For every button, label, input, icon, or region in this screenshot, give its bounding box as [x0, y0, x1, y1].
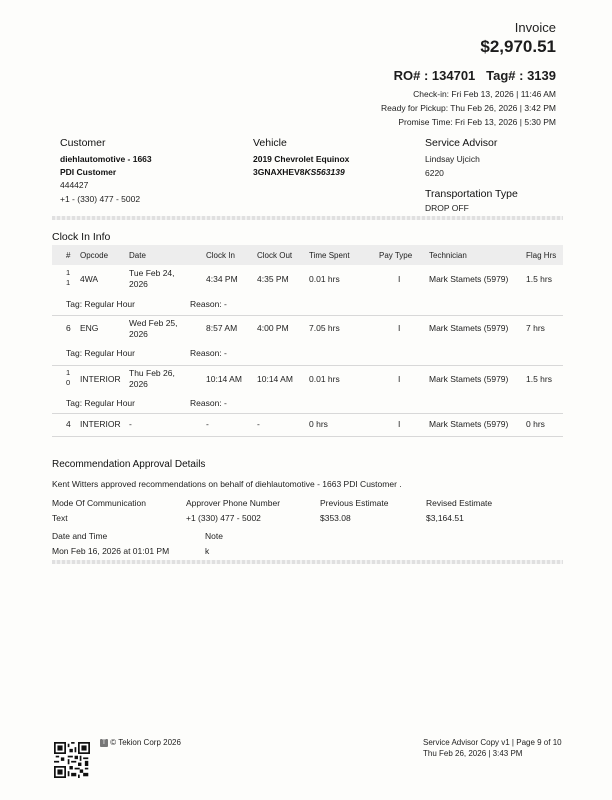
row-clock-out: - [257, 419, 260, 429]
header-pay-type: Pay Type [379, 251, 413, 260]
customer-phone: +1 - (330) 477 - 5002 [60, 193, 141, 204]
divider [52, 560, 563, 564]
header-flag-hrs: Flag Hrs [526, 251, 557, 260]
invoice-amount: $2,970.51 [480, 37, 556, 56]
header-num: # [66, 251, 71, 260]
row-technician: Mark Stamets (5979) [429, 323, 509, 333]
ro-tag-line [381, 68, 556, 83]
note-value: k [205, 545, 210, 556]
row-time-spent: 0 hrs [309, 419, 328, 429]
row-clock-out: 4:35 PM [257, 274, 289, 284]
row-date: Tue Feb 24, 2026 [129, 268, 175, 289]
header-clock-out: Clock Out [257, 251, 293, 260]
customer-name-line1: diehlautomotive - 1663 [60, 154, 152, 164]
row-divider [52, 365, 563, 366]
revised-estimate [426, 497, 492, 524]
row-clock-out: 4:00 PM [257, 323, 289, 333]
vehicle-vin [253, 166, 349, 179]
header-opcode: Opcode [80, 251, 109, 260]
previous-estimate [320, 497, 389, 524]
customer-block [60, 137, 152, 205]
row-reason: Reason: - [190, 299, 227, 309]
row-clock-in: 8:57 AM [206, 323, 238, 333]
row-time-spent: 7.05 hrs [309, 323, 340, 333]
header-clock-in: Clock In [206, 251, 235, 260]
phone-value: +1 (330) 477 - 5002 [186, 512, 261, 523]
customer-label: Customer [60, 137, 106, 149]
approver-phone [186, 497, 280, 524]
row-technician: Mark Stamets (5979) [429, 274, 509, 284]
prev-label: Previous Estimate [320, 498, 389, 508]
invoice-header [381, 20, 556, 129]
row-technician: Mark Stamets (5979) [429, 419, 509, 429]
rev-label: Revised Estimate [426, 498, 493, 508]
row-reason: Reason: - [190, 348, 227, 358]
printed-time: Thu Feb 26, 2026 | 3:43 PM [423, 749, 523, 758]
mode-of-communication [52, 497, 146, 524]
rev-value: $3,164.51 [426, 512, 464, 523]
row-clock-out: 10:14 AM [257, 374, 293, 384]
row-time-spent: 0.01 hrs [309, 274, 340, 284]
row-pay-type: I [398, 323, 401, 333]
row-time-spent: 0.01 hrs [309, 374, 340, 384]
recommendation-title: Recommendation Approval Details [52, 459, 206, 470]
recommendation-statement: Kent Witters approved recommendations on behalf of diehlautomotive - 1663 PDI Customer . [52, 479, 402, 489]
prev-value: $353.08 [320, 512, 351, 523]
transport-value: DROP OFF [425, 203, 469, 213]
customer-id: 444427 [60, 180, 89, 190]
row-opcode: INTERIOR [80, 374, 121, 384]
row-divider [52, 436, 563, 437]
row-flag-hrs: 1.5 hrs [526, 274, 552, 284]
vin-prefix: 3GNAXHEV8 [253, 166, 305, 177]
phone-label: Approver Phone Number [186, 498, 281, 508]
note-label: Note [205, 531, 223, 541]
promise-time: Promise Time: Fri Feb 13, 2026 | 5:30 PM [398, 117, 556, 127]
row-num: 6 [66, 323, 71, 333]
clock-in-table-header [52, 245, 563, 265]
mode-value: Text [52, 512, 68, 523]
header-technician: Technician [429, 251, 467, 260]
tag-number: Tag# : 3139 [486, 68, 556, 83]
row-date: Thu Feb 26, 2026 [129, 368, 175, 389]
qr-code [54, 742, 90, 778]
header-date: Date [129, 251, 146, 260]
tekion-logo-icon: T [100, 739, 108, 747]
advisor-id: 6220 [425, 167, 444, 178]
advisor-block [425, 137, 518, 215]
row-num: 1 0 [66, 368, 71, 387]
vin-suffix: KS563139 [304, 166, 345, 177]
row-tag: Tag: Regular Hour [66, 348, 135, 358]
row-clock-in: 4:34 PM [206, 274, 238, 284]
divider [52, 216, 563, 220]
invoice-title: Invoice [514, 20, 556, 35]
transport-label: Transportation Type [425, 188, 518, 200]
datetime-label: Date and Time [52, 531, 108, 541]
advisor-label: Service Advisor [425, 137, 498, 149]
ready-for-pickup-time: Ready for Pickup: Thu Feb 26, 2026 | 3:42 PM [381, 103, 556, 113]
row-date: - [129, 419, 132, 429]
row-pay-type: I [398, 419, 401, 429]
row-tag: Tag: Regular Hour [66, 398, 135, 408]
header-time-spent: Time Spent [309, 251, 350, 260]
page-info [423, 737, 562, 759]
row-clock-in: 10:14 AM [206, 374, 242, 384]
vehicle-model: 2019 Chevrolet Equinox [253, 154, 350, 164]
row-reason: Reason: - [190, 398, 227, 408]
row-opcode: 4WA [80, 274, 99, 284]
row-clock-in: - [206, 419, 209, 429]
row-flag-hrs: 7 hrs [526, 323, 545, 333]
vehicle-label: Vehicle [253, 137, 287, 149]
copy-info: Service Advisor Copy v1 | Page 9 of 10 [423, 738, 562, 747]
advisor-name: Lindsay Ujcich [425, 154, 480, 164]
vehicle-block [253, 137, 349, 178]
row-divider [52, 315, 563, 316]
ro-number: RO# : 134701 [393, 68, 476, 83]
approval-note [205, 530, 223, 557]
row-technician: Mark Stamets (5979) [429, 374, 509, 384]
clock-in-title: Clock In Info [52, 231, 111, 243]
copyright-text: © Tekion Corp 2026 [110, 738, 181, 747]
row-date: Wed Feb 25, 2026 [129, 318, 178, 339]
row-divider [52, 413, 563, 414]
row-flag-hrs: 0 hrs [526, 419, 545, 429]
datetime-value: Mon Feb 16, 2026 at 01:01 PM [52, 545, 170, 556]
row-num: 1 1 [66, 268, 71, 287]
mode-label: Mode Of Communication [52, 498, 147, 508]
row-pay-type: I [398, 274, 401, 284]
check-in-time: Check-in: Fri Feb 13, 2026 | 11:46 AM [413, 89, 556, 99]
row-tag: Tag: Regular Hour [66, 299, 135, 309]
copyright [100, 737, 181, 748]
row-pay-type: I [398, 374, 401, 384]
row-num: 4 [66, 419, 71, 429]
row-opcode: ENG [80, 323, 99, 333]
customer-name-line2: PDI Customer [60, 166, 117, 177]
row-flag-hrs: 1.5 hrs [526, 374, 552, 384]
approval-datetime [52, 530, 169, 557]
row-opcode: INTERIOR [80, 419, 121, 429]
